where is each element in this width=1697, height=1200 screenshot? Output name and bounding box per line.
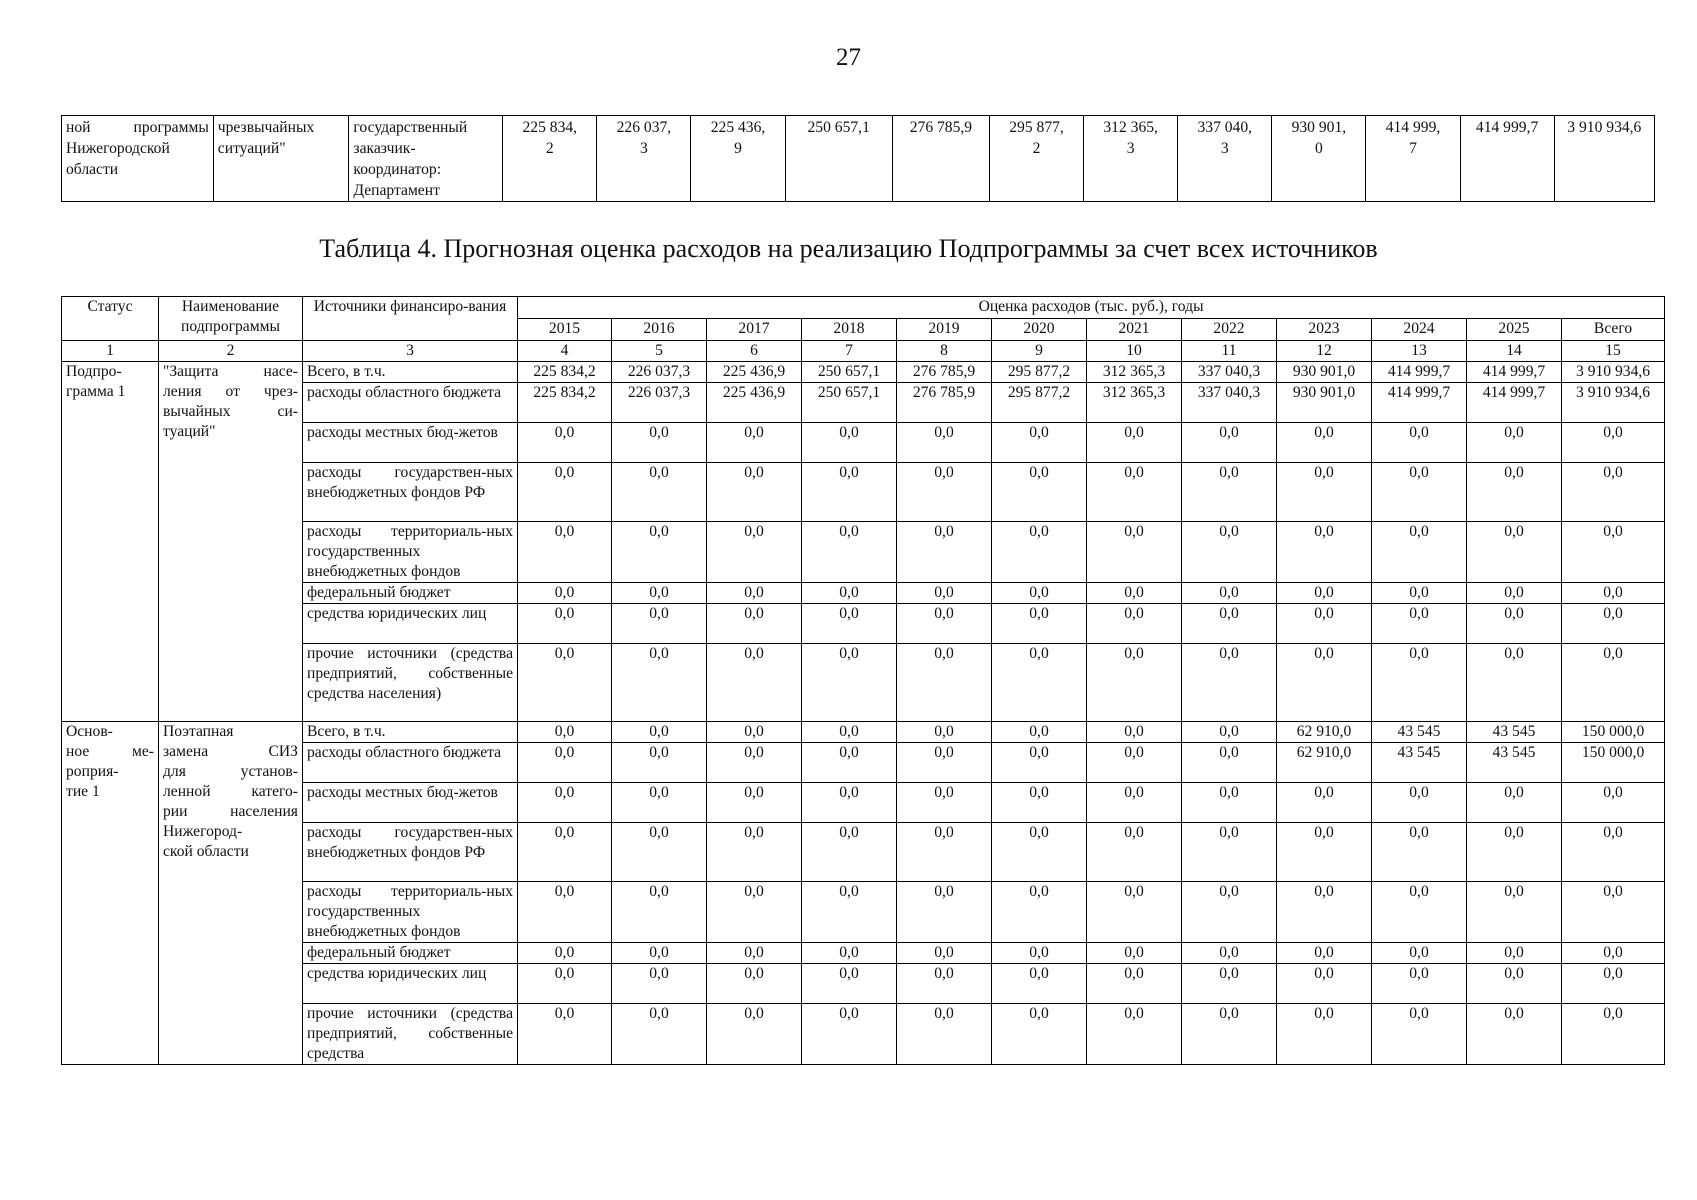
value-cell: 0,0 — [1087, 964, 1182, 1004]
value-cell: 0,0 — [897, 604, 992, 644]
value-cell: 0,0 — [992, 964, 1087, 1004]
subprogram-name-cell: "Защита насе- ления от чрез- вычайных си- туаций" — [159, 362, 303, 722]
value-cell: 250 657,1 — [802, 383, 897, 423]
forecast-table — [61, 296, 1665, 1065]
value-cell: 0,0 — [1562, 423, 1665, 463]
value-cell: 226 037,3 — [612, 383, 707, 423]
source-header: Источники финансиро-вания — [303, 297, 518, 341]
funding-source-cell: расходы местных бюд-жетов — [303, 783, 518, 823]
value-cell: 0,0 — [1372, 964, 1467, 1004]
value-cell: 0,0 — [612, 644, 707, 722]
value-cell: 0,0 — [802, 943, 897, 964]
value-cell: 0,0 — [1277, 882, 1372, 943]
value-cell: 3 910 934,6 — [1554, 116, 1654, 202]
status-cell: Подпро- грамма 1 — [62, 362, 159, 722]
status-header: Статус — [62, 297, 159, 341]
funding-source-cell: расходы государствен-ных внебюджетных фондов РФ — [303, 463, 518, 522]
table-row — [62, 423, 1665, 463]
value-cell: 0,0 — [518, 743, 612, 783]
value-cell: 225 834,2 — [518, 383, 612, 423]
column-number: 14 — [1467, 341, 1562, 362]
value-cell: 0,0 — [802, 882, 897, 943]
value-cell: 414 999,7 — [1467, 362, 1562, 383]
value-cell: 0,0 — [992, 943, 1087, 964]
funding-source-cell: Всего, в т.ч. — [303, 722, 518, 743]
column-number: 1 — [62, 341, 159, 362]
value-cell: 414 999, 7 — [1366, 116, 1460, 202]
value-cell: 0,0 — [1277, 644, 1372, 722]
value-cell: 0,0 — [1277, 943, 1372, 964]
value-cell: 930 901,0 — [1277, 383, 1372, 423]
value-cell: 0,0 — [612, 783, 707, 823]
year-header: 2016 — [612, 319, 707, 341]
value-cell: 0,0 — [1277, 1004, 1372, 1065]
value-cell: 0,0 — [1182, 1004, 1277, 1065]
table-row — [62, 362, 1665, 383]
value-cell: 0,0 — [707, 943, 802, 964]
value-cell: 225 436, 9 — [691, 116, 785, 202]
value-cell: 0,0 — [707, 783, 802, 823]
value-cell: 0,0 — [612, 823, 707, 882]
column-number: 9 — [992, 341, 1087, 362]
value-cell: 0,0 — [1277, 522, 1372, 583]
table-row — [62, 604, 1665, 644]
value-cell: 0,0 — [1277, 423, 1372, 463]
status-cell: Основ- ное ме- роприя- тие 1 — [62, 722, 159, 1065]
value-cell: 0,0 — [1467, 943, 1562, 964]
value-cell: 0,0 — [1087, 722, 1182, 743]
table-row — [62, 943, 1665, 964]
value-cell: 0,0 — [707, 522, 802, 583]
value-cell: 0,0 — [1277, 463, 1372, 522]
value-cell: 0,0 — [518, 1004, 612, 1065]
value-cell: 0,0 — [1467, 423, 1562, 463]
value-cell: 0,0 — [1372, 943, 1467, 964]
funding-source-cell: расходы областного бюджета — [303, 383, 518, 423]
table-title: Таблица 4. Прогнозная оценка расходов на реализацию Подпрограммы за счет всех источников — [319, 234, 1378, 263]
column-number: 7 — [802, 341, 897, 362]
value-cell: 295 877, 2 — [989, 116, 1083, 202]
value-cell: 3 910 934,6 — [1562, 362, 1665, 383]
value-cell: 150 000,0 — [1562, 722, 1665, 743]
column-number: 2 — [159, 341, 303, 362]
value-cell: 0,0 — [1372, 423, 1467, 463]
value-cell: 0,0 — [707, 964, 802, 1004]
column-number: 11 — [1182, 341, 1277, 362]
table-row — [62, 722, 1665, 743]
column-number: 5 — [612, 341, 707, 362]
value-cell: 295 877,2 — [992, 362, 1087, 383]
value-cell: 0,0 — [707, 644, 802, 722]
value-cell: 62 910,0 — [1277, 722, 1372, 743]
value-cell: 0,0 — [802, 722, 897, 743]
value-cell: 0,0 — [518, 583, 612, 604]
value-cell: 0,0 — [802, 783, 897, 823]
value-cell: 0,0 — [1372, 522, 1467, 583]
value-cell: 0,0 — [897, 522, 992, 583]
value-cell: 0,0 — [1182, 463, 1277, 522]
value-cell: 0,0 — [707, 722, 802, 743]
estimate-header: Оценка расходов (тыс. руб.), годы — [518, 297, 1665, 319]
funding-source-cell: прочие источники (средства предприятий, собственные средства населения) — [303, 644, 518, 722]
value-cell: 0,0 — [1467, 463, 1562, 522]
value-cell: 0,0 — [518, 644, 612, 722]
value-cell: 0,0 — [1562, 463, 1665, 522]
funding-source-cell: расходы государствен-ных внебюджетных фондов РФ — [303, 823, 518, 882]
value-cell: 0,0 — [1467, 604, 1562, 644]
value-cell: 0,0 — [897, 644, 992, 722]
value-cell: 0,0 — [802, 1004, 897, 1065]
table-row — [62, 522, 1665, 583]
customer-cell: государственный заказчик- координатор: Департамент — [349, 116, 503, 202]
value-cell: 0,0 — [1467, 583, 1562, 604]
value-cell: 0,0 — [1277, 783, 1372, 823]
value-cell: 0,0 — [1372, 463, 1467, 522]
table-row — [62, 823, 1665, 882]
value-cell: 0,0 — [1562, 604, 1665, 644]
value-cell: 0,0 — [1087, 644, 1182, 722]
table-row — [62, 1004, 1665, 1065]
value-cell: 0,0 — [1182, 943, 1277, 964]
value-cell: 0,0 — [1467, 522, 1562, 583]
value-cell: 0,0 — [1277, 583, 1372, 604]
funding-source-cell: расходы территориаль-ных государственных внебюджетных фондов — [303, 522, 518, 583]
value-cell: 0,0 — [1182, 604, 1277, 644]
value-cell: 225 436,9 — [707, 383, 802, 423]
value-cell: 0,0 — [612, 1004, 707, 1065]
value-cell: 0,0 — [802, 964, 897, 1004]
value-cell: 0,0 — [707, 882, 802, 943]
value-cell: 0,0 — [612, 522, 707, 583]
value-cell: 0,0 — [1277, 964, 1372, 1004]
value-cell: 250 657,1 — [785, 116, 892, 202]
value-cell: 0,0 — [1277, 823, 1372, 882]
value-cell: 0,0 — [1467, 882, 1562, 943]
value-cell: 0,0 — [1087, 823, 1182, 882]
value-cell: 0,0 — [707, 743, 802, 783]
value-cell: 0,0 — [1087, 943, 1182, 964]
value-cell: 150 000,0 — [1562, 743, 1665, 783]
value-cell: 0,0 — [992, 604, 1087, 644]
value-cell: 0,0 — [1182, 743, 1277, 783]
value-cell: 337 040, 3 — [1178, 116, 1272, 202]
value-cell: 0,0 — [897, 463, 992, 522]
program-topic-cell: чрезвычайных ситуаций" — [213, 116, 349, 202]
value-cell: 0,0 — [992, 783, 1087, 823]
value-cell: 0,0 — [612, 943, 707, 964]
value-cell: 0,0 — [1562, 943, 1665, 964]
column-number: 12 — [1277, 341, 1372, 362]
value-cell: 0,0 — [1182, 644, 1277, 722]
value-cell: 0,0 — [1182, 823, 1277, 882]
value-cell: 0,0 — [1372, 583, 1467, 604]
value-cell: 0,0 — [1182, 964, 1277, 1004]
value-cell: 0,0 — [612, 423, 707, 463]
value-cell: 225 834,2 — [518, 362, 612, 383]
value-cell: 414 999,7 — [1460, 116, 1554, 202]
value-cell: 0,0 — [1467, 1004, 1562, 1065]
value-cell: 62 910,0 — [1277, 743, 1372, 783]
value-cell: 0,0 — [1087, 463, 1182, 522]
value-cell: 337 040,3 — [1182, 383, 1277, 423]
value-cell: 0,0 — [1182, 722, 1277, 743]
value-cell: 43 545 — [1372, 722, 1467, 743]
value-cell: 0,0 — [1372, 1004, 1467, 1065]
value-cell: 0,0 — [518, 823, 612, 882]
value-cell: 0,0 — [707, 823, 802, 882]
value-cell: 0,0 — [518, 423, 612, 463]
table-row — [62, 383, 1665, 423]
value-cell: 0,0 — [1562, 1004, 1665, 1065]
value-cell: 0,0 — [612, 722, 707, 743]
value-cell: 0,0 — [518, 882, 612, 943]
value-cell: 0,0 — [897, 423, 992, 463]
value-cell: 0,0 — [1087, 1004, 1182, 1065]
value-cell: 0,0 — [518, 604, 612, 644]
value-cell: 0,0 — [1087, 743, 1182, 783]
value-cell: 312 365,3 — [1087, 362, 1182, 383]
value-cell: 0,0 — [1562, 783, 1665, 823]
value-cell: 0,0 — [1087, 882, 1182, 943]
value-cell: 3 910 934,6 — [1562, 383, 1665, 423]
column-number: 3 — [303, 341, 518, 362]
funding-source-cell: расходы территориаль-ных государственных внебюджетных фондов — [303, 882, 518, 943]
value-cell: 0,0 — [1467, 644, 1562, 722]
value-cell: 930 901,0 — [1277, 362, 1372, 383]
column-number: 8 — [897, 341, 992, 362]
table-row — [62, 583, 1665, 604]
value-cell: 0,0 — [897, 964, 992, 1004]
value-cell: 312 365, 3 — [1084, 116, 1178, 202]
value-cell: 276 785,9 — [897, 362, 992, 383]
value-cell: 0,0 — [1467, 964, 1562, 1004]
value-cell: 0,0 — [897, 783, 992, 823]
value-cell: 276 785,9 — [892, 116, 989, 202]
value-cell: 0,0 — [802, 583, 897, 604]
value-cell: 0,0 — [1087, 522, 1182, 583]
table-row — [62, 783, 1665, 823]
value-cell: 0,0 — [897, 943, 992, 964]
column-number: 6 — [707, 341, 802, 362]
name-header: Наименование подпрограммы — [159, 297, 303, 341]
value-cell: 0,0 — [1372, 823, 1467, 882]
value-cell: 0,0 — [1562, 522, 1665, 583]
column-number-row — [62, 341, 1665, 362]
continued-table — [61, 115, 1655, 202]
value-cell: 0,0 — [612, 882, 707, 943]
value-cell: 0,0 — [992, 743, 1087, 783]
value-cell: 0,0 — [897, 882, 992, 943]
value-cell: 0,0 — [612, 743, 707, 783]
year-header: 2024 — [1372, 319, 1467, 341]
value-cell: 0,0 — [897, 823, 992, 882]
value-cell: 0,0 — [1182, 583, 1277, 604]
table-row — [62, 644, 1665, 722]
funding-source-cell: расходы областного бюджета — [303, 743, 518, 783]
value-cell: 0,0 — [707, 463, 802, 522]
value-cell: 0,0 — [707, 583, 802, 604]
value-cell: 0,0 — [992, 583, 1087, 604]
funding-source-cell: расходы местных бюд-жетов — [303, 423, 518, 463]
value-cell: 0,0 — [1562, 823, 1665, 882]
value-cell: 414 999,7 — [1467, 383, 1562, 423]
value-cell: 0,0 — [1372, 604, 1467, 644]
value-cell: 0,0 — [518, 722, 612, 743]
year-header: 2019 — [897, 319, 992, 341]
value-cell: 0,0 — [1467, 783, 1562, 823]
value-cell: 0,0 — [612, 964, 707, 1004]
program-name-cell: ной программы Нижегородской области — [62, 116, 214, 202]
value-cell: 0,0 — [1562, 583, 1665, 604]
year-header: 2020 — [992, 319, 1087, 341]
value-cell: 0,0 — [1562, 882, 1665, 943]
header-row — [62, 297, 1665, 319]
value-cell: 0,0 — [992, 1004, 1087, 1065]
value-cell: 226 037,3 — [612, 362, 707, 383]
value-cell: 0,0 — [612, 604, 707, 644]
value-cell: 0,0 — [1087, 604, 1182, 644]
value-cell: 0,0 — [1562, 964, 1665, 1004]
value-cell: 0,0 — [1562, 644, 1665, 722]
year-header: 2015 — [518, 319, 612, 341]
value-cell: 0,0 — [992, 882, 1087, 943]
value-cell: 250 657,1 — [802, 362, 897, 383]
funding-source-cell: федеральный бюджет — [303, 583, 518, 604]
funding-source-cell: федеральный бюджет — [303, 943, 518, 964]
value-cell: 0,0 — [897, 743, 992, 783]
value-cell: 0,0 — [1182, 882, 1277, 943]
value-cell: 43 545 — [1467, 743, 1562, 783]
value-cell: 0,0 — [518, 463, 612, 522]
value-cell: 0,0 — [802, 522, 897, 583]
table-row — [62, 882, 1665, 943]
value-cell: 276 785,9 — [897, 383, 992, 423]
value-cell: 0,0 — [1182, 423, 1277, 463]
value-cell: 0,0 — [1182, 783, 1277, 823]
value-cell: 337 040,3 — [1182, 362, 1277, 383]
table-row — [62, 743, 1665, 783]
value-cell: 0,0 — [1372, 882, 1467, 943]
value-cell: 0,0 — [992, 823, 1087, 882]
value-cell: 414 999,7 — [1372, 362, 1467, 383]
value-cell: 0,0 — [612, 583, 707, 604]
value-cell: 225 436,9 — [707, 362, 802, 383]
value-cell: 43 545 — [1372, 743, 1467, 783]
value-cell: 0,0 — [992, 463, 1087, 522]
value-cell: 0,0 — [802, 823, 897, 882]
column-number: 13 — [1372, 341, 1467, 362]
value-cell: 0,0 — [707, 1004, 802, 1065]
value-cell: 930 901, 0 — [1272, 116, 1366, 202]
value-cell: 0,0 — [897, 722, 992, 743]
subprogram-name-cell: Поэтапная замена СИЗ для установ- ленной катего- рии населения Нижегород- ской области — [159, 722, 303, 1065]
year-header: 2022 — [1182, 319, 1277, 341]
column-number: 15 — [1562, 341, 1665, 362]
value-cell: 0,0 — [1087, 783, 1182, 823]
value-cell: 0,0 — [1372, 644, 1467, 722]
value-cell: 0,0 — [518, 943, 612, 964]
column-number: 4 — [518, 341, 612, 362]
year-header: 2021 — [1087, 319, 1182, 341]
value-cell: 0,0 — [1467, 823, 1562, 882]
value-cell: 0,0 — [1277, 604, 1372, 644]
year-header: 2017 — [707, 319, 802, 341]
page-number: 27 — [836, 44, 861, 71]
table-row — [62, 463, 1665, 522]
value-cell: 0,0 — [1372, 783, 1467, 823]
table-row — [62, 116, 1655, 202]
value-cell: 0,0 — [1087, 423, 1182, 463]
funding-source-cell: Всего, в т.ч. — [303, 362, 518, 383]
value-cell: 0,0 — [518, 522, 612, 583]
value-cell: 0,0 — [802, 604, 897, 644]
year-header: 2023 — [1277, 319, 1372, 341]
value-cell: 0,0 — [802, 644, 897, 722]
funding-source-cell: средства юридических лиц — [303, 964, 518, 1004]
value-cell: 0,0 — [1087, 583, 1182, 604]
value-cell: 0,0 — [992, 722, 1087, 743]
value-cell: 43 545 — [1467, 722, 1562, 743]
value-cell: 0,0 — [612, 463, 707, 522]
value-cell: 0,0 — [707, 604, 802, 644]
value-cell: 0,0 — [897, 1004, 992, 1065]
funding-source-cell: средства юридических лиц — [303, 604, 518, 644]
table-row — [62, 964, 1665, 1004]
value-cell: 0,0 — [802, 423, 897, 463]
value-cell: 226 037, 3 — [597, 116, 691, 202]
value-cell: 0,0 — [707, 423, 802, 463]
value-cell: 0,0 — [992, 522, 1087, 583]
year-header: 2018 — [802, 319, 897, 341]
value-cell: 0,0 — [897, 583, 992, 604]
value-cell: 0,0 — [992, 644, 1087, 722]
value-cell: 295 877,2 — [992, 383, 1087, 423]
value-cell: 0,0 — [518, 783, 612, 823]
value-cell: 225 834, 2 — [503, 116, 597, 202]
year-header: 2025 — [1467, 319, 1562, 341]
value-cell: 0,0 — [518, 964, 612, 1004]
column-number: 10 — [1087, 341, 1182, 362]
value-cell: 0,0 — [1182, 522, 1277, 583]
year-header: Всего — [1562, 319, 1665, 341]
value-cell: 0,0 — [802, 743, 897, 783]
value-cell: 312 365,3 — [1087, 383, 1182, 423]
value-cell: 0,0 — [802, 463, 897, 522]
value-cell: 414 999,7 — [1372, 383, 1467, 423]
value-cell: 0,0 — [992, 423, 1087, 463]
funding-source-cell: прочие источники (средства предприятий, собственные средства — [303, 1004, 518, 1065]
